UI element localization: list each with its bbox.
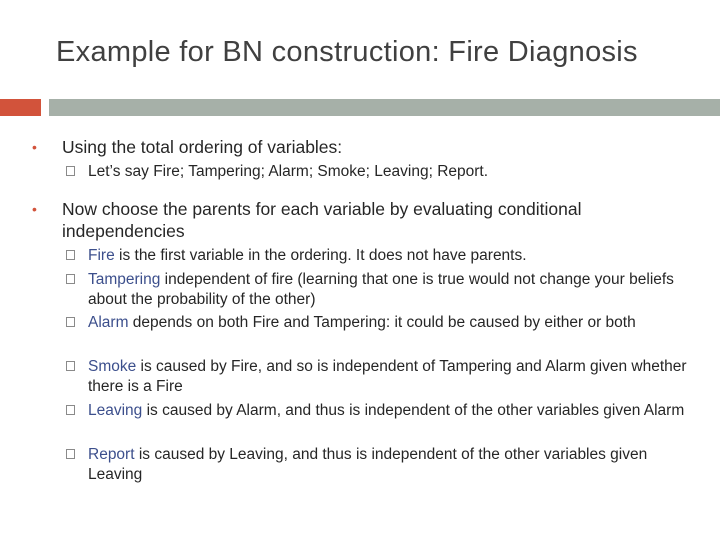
variable-keyword: Leaving bbox=[88, 402, 143, 419]
sub-bullet-item bbox=[88, 445, 688, 484]
sub-bullet-text: is the first variable in the ordering. It does not have parents. bbox=[114, 247, 527, 264]
slide-title: Example for BN construction: Fire Diagnosis bbox=[56, 36, 638, 68]
sub-bullet-item bbox=[88, 270, 688, 309]
checkbox-bullet-icon bbox=[66, 166, 75, 176]
checkbox-bullet-icon bbox=[66, 250, 75, 260]
sub-bullet-text: independent of fire (learning that one is true would not change your beliefs about the probability of the other) bbox=[88, 271, 674, 308]
variable-keyword: Tampering bbox=[88, 271, 161, 288]
checkbox-bullet-icon bbox=[66, 449, 75, 459]
sub-bullet-text: Let’s say Fire; Tampering; Alarm; Smoke; Leaving; Report. bbox=[88, 163, 489, 180]
sub-bullet-item bbox=[88, 246, 688, 266]
bullet-icon: • bbox=[32, 201, 37, 217]
sub-bullet-item bbox=[88, 162, 688, 182]
sub-bullet-text: is caused by Fire, and so is independent of Tampering and Alarm given whether there is a Fire bbox=[88, 358, 687, 395]
bullet-text: Using the total ordering of variables: bbox=[62, 137, 343, 157]
checkbox-bullet-icon bbox=[66, 405, 75, 415]
checkbox-bullet-icon bbox=[66, 361, 75, 371]
checkbox-bullet-icon bbox=[66, 317, 75, 327]
bullet-text: Now choose the parents for each variable by evaluating conditional independencies bbox=[62, 199, 582, 241]
sub-bullet-item bbox=[88, 357, 688, 396]
sub-bullet-item bbox=[88, 313, 688, 333]
variable-keyword: Smoke bbox=[88, 358, 137, 375]
sub-bullet-text: is caused by Alarm, and thus is independent of the other variables given Alarm bbox=[142, 402, 685, 419]
checkbox-bullet-icon bbox=[66, 274, 75, 284]
variable-keyword: Fire bbox=[88, 247, 115, 264]
bullet-item bbox=[32, 198, 702, 242]
bullet-item bbox=[32, 136, 702, 158]
sub-bullet-text: is caused by Leaving, and thus is independent of the other variables given Leaving bbox=[88, 446, 648, 483]
variable-keyword: Report bbox=[88, 446, 135, 463]
sub-bullet-item bbox=[88, 401, 688, 421]
variable-keyword: Alarm bbox=[88, 314, 129, 331]
bullet-icon: • bbox=[32, 139, 37, 155]
sub-bullet-text: depends on both Fire and Tampering: it could be caused by either or both bbox=[128, 314, 636, 331]
